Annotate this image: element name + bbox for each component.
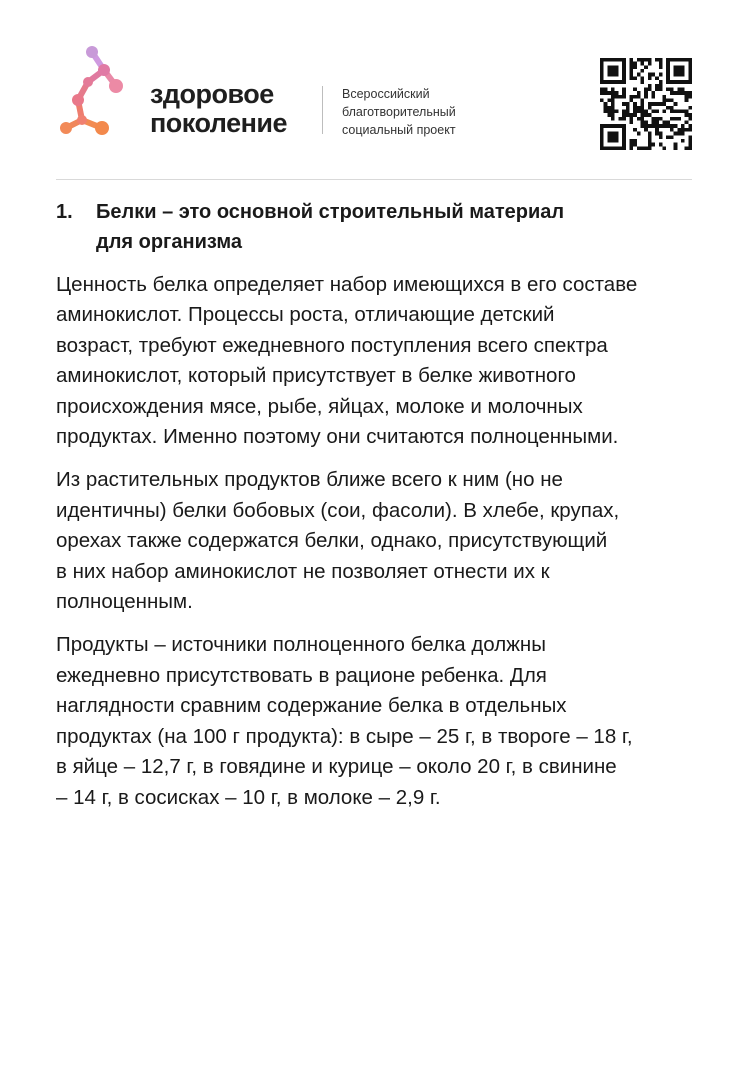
molecule-logo-icon — [52, 42, 142, 142]
article-body — [56, 197, 706, 813]
text-line: в яйце – 12,7 г, в говядине и курице – около 20 г, в свинине — [56, 755, 617, 779]
brand-name — [150, 80, 287, 138]
text-line: идентичны) белки бобовых (сои, фасоли). В хлебе, крупах, — [56, 498, 620, 522]
text-line: полноценным. — [56, 590, 193, 614]
text-line: Продукты – источники полноценного белка должны — [56, 633, 546, 657]
text-line: – 14 г, в сосисках – 10 г, в молоке – 2,9 г. — [56, 785, 441, 809]
text-line: продуктах. Именно поэтому они считаются полноценными. — [56, 425, 619, 449]
header-rule — [56, 179, 692, 180]
tagline — [342, 85, 456, 139]
paragraph-2 — [56, 465, 706, 617]
text-line: аминокислот. Процессы роста, отличающие детский — [56, 303, 555, 327]
text-line: происхождения мясе, рыбе, яйцах, молоке и молочных — [56, 394, 583, 418]
page-header — [0, 0, 748, 180]
header-divider — [322, 86, 323, 134]
brand-line-1: здоровое — [150, 79, 274, 109]
section-title — [96, 197, 706, 257]
text-line: аминокислот, который присутствует в белке животного — [56, 364, 576, 388]
tagline-line: социальный проект — [342, 123, 456, 137]
section-number: 1. — [56, 201, 73, 223]
text-line: продуктах (на 100 г продукта): в сыре – 25 г, в твороге – 18 г, — [56, 724, 633, 748]
paragraph-1 — [56, 270, 706, 452]
text-line: возраст, требуют ежедневного поступления всего спектра — [56, 333, 608, 357]
qr-code-icon — [600, 58, 692, 150]
tagline-line: Всероссийский — [342, 87, 430, 101]
text-line: Из растительных продуктов ближе всего к ним (но не — [56, 468, 563, 492]
brand-line-2: поколение — [150, 108, 288, 138]
tagline-line: благотворительный — [342, 105, 456, 119]
text-line: орехах также содержатся белки, однако, присутствующий — [56, 529, 608, 553]
text-line: наглядности сравним содержание белка в отдельных — [56, 694, 567, 718]
text-line: ежедневно присутствовать в рационе ребенка. Для — [56, 663, 547, 687]
text-line: в них набор аминокислот не позволяет отнести их к — [56, 559, 550, 583]
paragraph-3 — [56, 630, 706, 812]
section-title-line: для организма — [96, 231, 242, 253]
section-heading — [56, 197, 706, 257]
section-title-line: Белки – это основной строительный материал — [96, 201, 565, 223]
text-line: Ценность белка определяет набор имеющихся в его составе — [56, 273, 638, 296]
